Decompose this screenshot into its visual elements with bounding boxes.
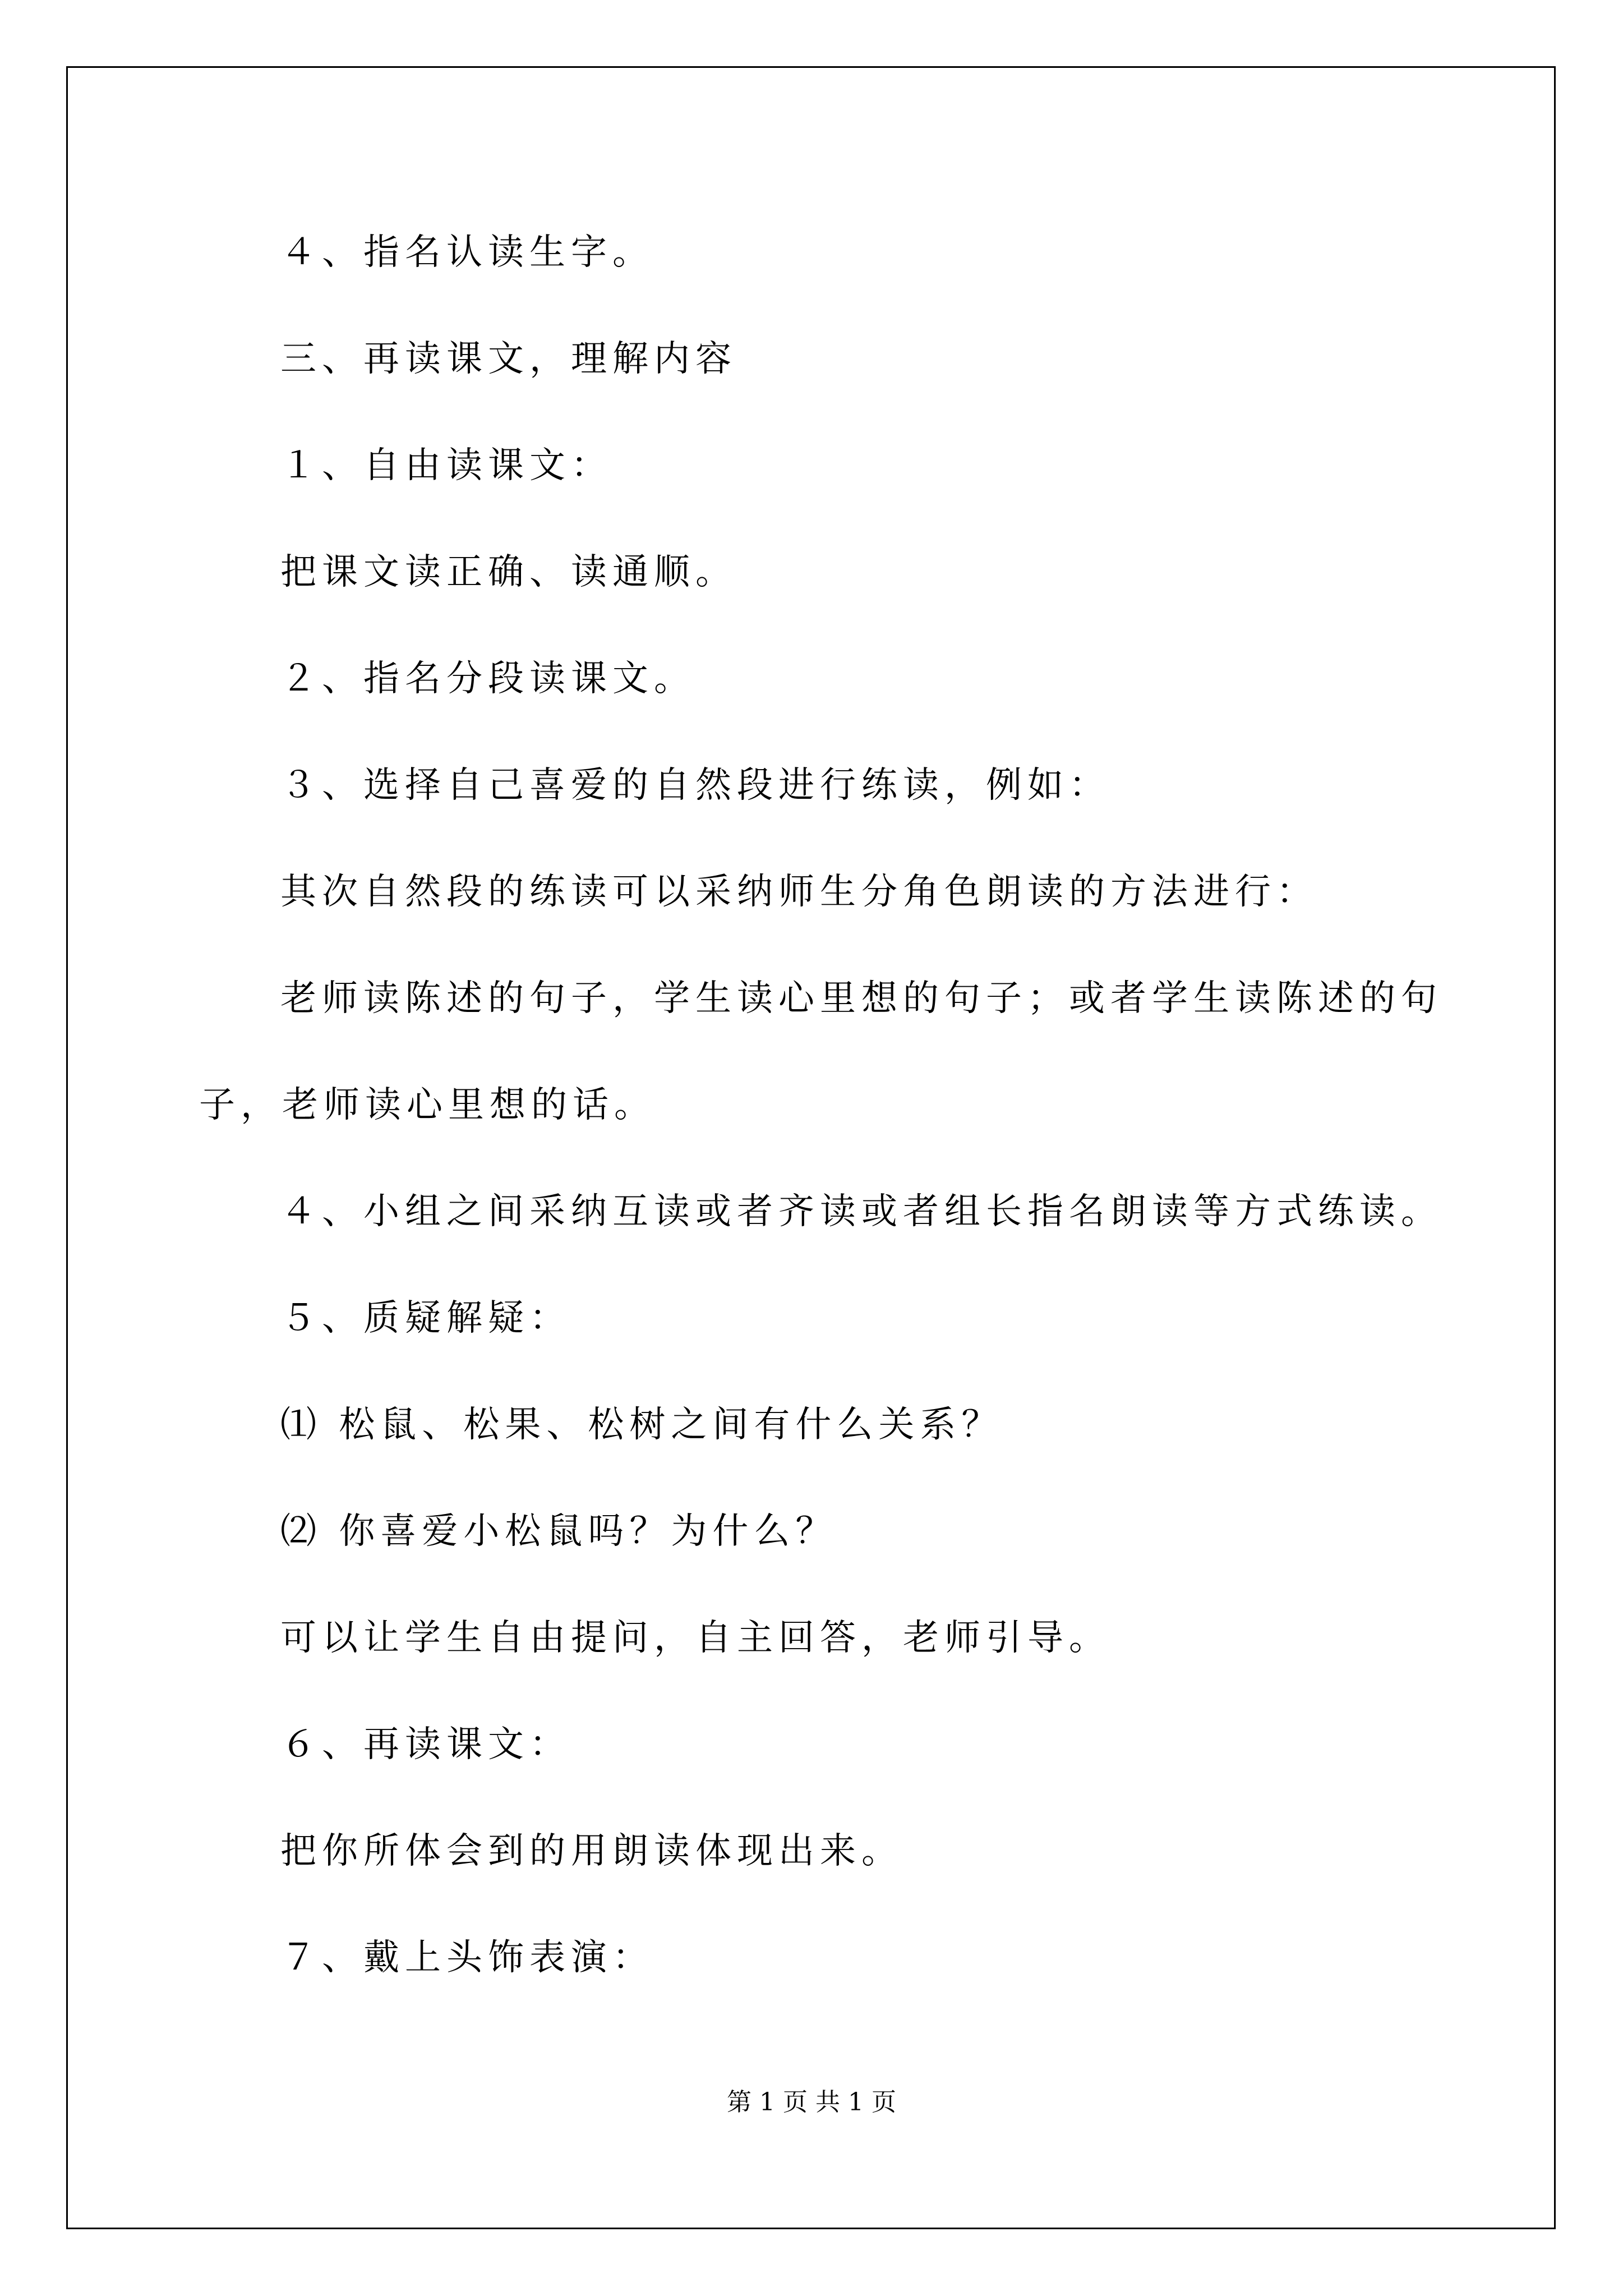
paragraph-3: １、自由读课文： <box>280 445 612 486</box>
paragraph-11: ⑴ 松鼠、松果、松树之间有什么关系？ <box>280 1404 1003 1446</box>
paragraph-1: ４、指名认读生字。 <box>280 232 654 273</box>
paragraph-9: ４、小组之间采纳互读或者齐读或者组长指名朗读等方式练读。 <box>280 1191 1442 1232</box>
paragraph-12: ⑵ 你喜爱小松鼠吗？为什么？ <box>280 1511 837 1552</box>
paragraph-4: 把课文读正确、读通顺。 <box>280 551 737 593</box>
paragraph-15: 把你所体会到的用朗读体现出来。 <box>280 1830 903 1872</box>
paragraph-8-line-2: 子，老师读心里想的话。 <box>199 1084 656 1126</box>
paragraph-16: ７、戴上头饰表演： <box>280 1937 654 1978</box>
paragraph-5: ２、指名分段读课文。 <box>280 658 695 700</box>
paragraph-6: ３、选择自己喜爱的自然段进行练读，例如： <box>280 765 1110 806</box>
page-number-footer: 第 1 页 共 1 页 <box>727 2088 896 2116</box>
paragraph-8-line-1: 老师读陈述的句子，学生读心里想的句子；或者学生读陈述的句 <box>280 978 1442 1019</box>
paragraph-13: 可以让学生自由提问，自主回答，老师引导。 <box>280 1617 1110 1659</box>
page-border <box>66 66 1556 2229</box>
paragraph-7: 其次自然段的练读可以采纳师生分角色朗读的方法进行： <box>280 871 1318 913</box>
section-heading-3: 三、再读课文，理解内容 <box>280 338 737 380</box>
paragraph-10: ５、质疑解疑： <box>280 1297 571 1339</box>
paragraph-14: ６、再读课文： <box>280 1724 571 1765</box>
